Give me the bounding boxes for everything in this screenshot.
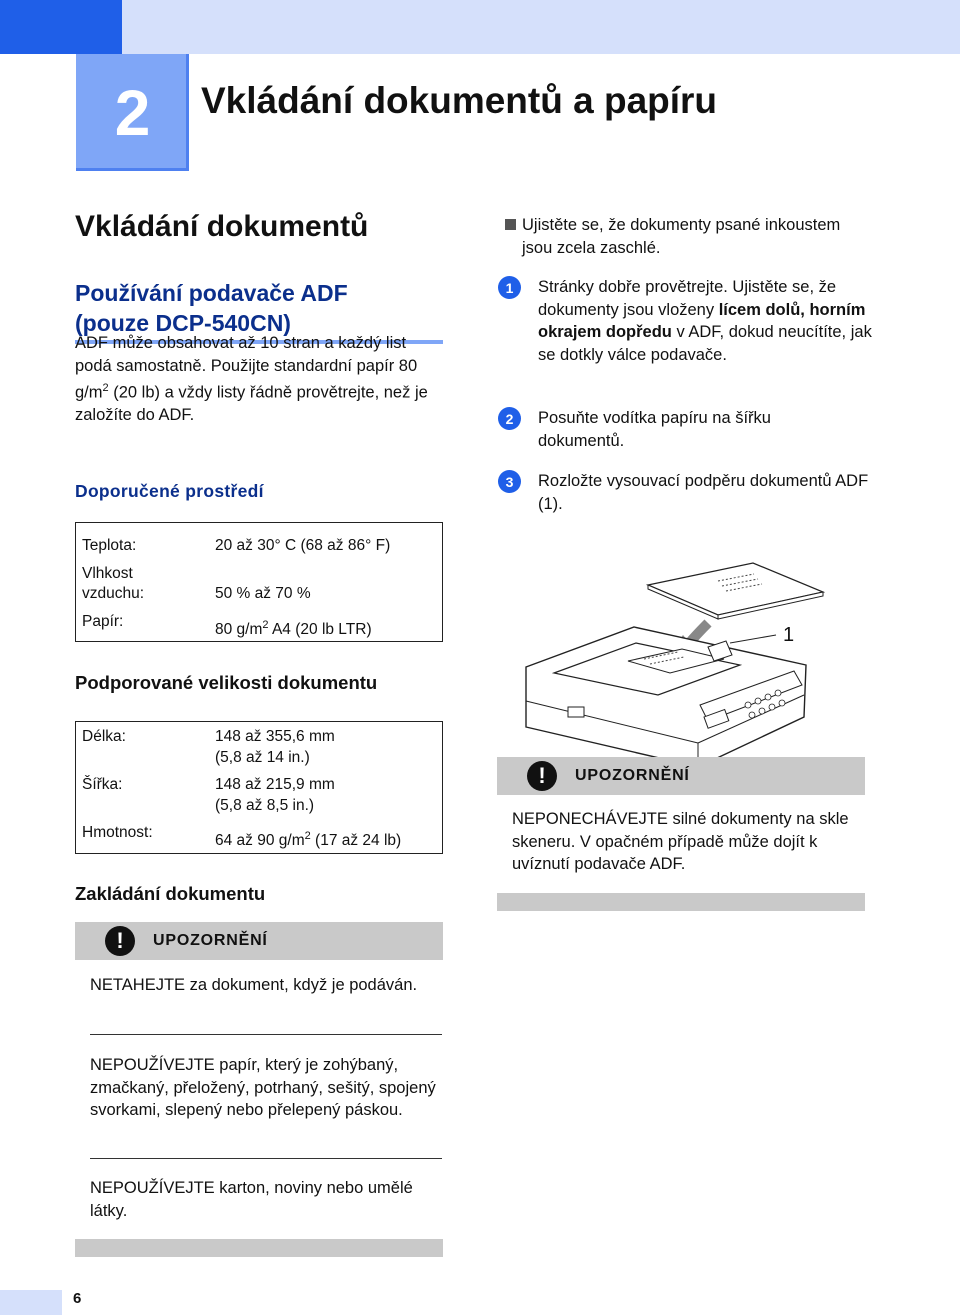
paper-label: Papír: <box>82 613 124 630</box>
adf-heading-line2: (pouze DCP-540CN) <box>75 310 291 336</box>
step-1-text-end: v ADF, dokud neucítíte, jak se dotkly válce podavače. <box>538 323 872 364</box>
step-1-emphasis: lícem dolů, horním okrajem dopředu <box>538 300 866 341</box>
caution-footer-bar <box>75 1239 443 1257</box>
superscript: 2 <box>262 619 269 631</box>
humidity-label-1: Vlhkost <box>82 565 133 582</box>
caution-header <box>497 757 865 795</box>
page-number-bar <box>0 1290 62 1315</box>
bullet-square <box>505 219 516 230</box>
weight-label: Hmotnost: <box>82 824 153 841</box>
sizes-table <box>75 721 443 854</box>
bullet-text: Ujistěte se, že dokumenty psané inkoustem jsou zcela zaschlé. <box>522 216 841 257</box>
callout-label: 1 <box>783 624 795 646</box>
length-value-2: (5,8 až 14 in.) <box>215 749 310 766</box>
weight-value-text-end: (17 až 24 lb) <box>310 832 402 850</box>
superscript: 2 <box>102 382 109 394</box>
caution-divider <box>90 1158 442 1159</box>
caution-text: NEPONECHÁVEJTE silné dokumenty na skle skeneru. V opačném případě může dojít k uvíznutí podavače ADF. <box>512 810 849 873</box>
adf-heading-line1: Používání podavače ADF <box>75 280 348 306</box>
step-1-badge: 1 <box>498 276 521 299</box>
step-2-text: Posuňte vodítka papíru na šířku dokumentů. <box>538 409 771 450</box>
adf-paragraph-text-end: (20 lb) a vždy listy řádně provětrejte, než je založíte do ADF. <box>75 383 428 424</box>
caution-item-3: NEPOUŽÍVEJTE karton, noviny nebo umělé látky. <box>90 1179 413 1220</box>
weight-value <box>215 826 401 851</box>
chapter-number: 2 <box>114 76 151 149</box>
width-value-2: (5,8 až 8,5 in.) <box>215 797 315 814</box>
step-1-text-start: Stránky dobře provětrejte. Ujistěte se, že dokumenty jsou vloženy <box>538 278 837 319</box>
adf-illustration <box>518 555 828 770</box>
caution-item-2: NEPOUŽÍVEJTE papír, který je zohýbaný, zmačkaný, přeložený, potrhaný, sešitý, spojený svorkami, slepený nebo přelepený páskou. <box>90 1056 436 1119</box>
section-title: Vkládání dokumentů <box>75 210 369 243</box>
humidity-label-2: vzduchu: <box>82 585 145 602</box>
temp-label: Teplota: <box>82 537 137 554</box>
step-3-badge: 3 <box>498 470 521 493</box>
chapter-title: Vkládání dokumentů a papíru <box>201 80 718 121</box>
caution-footer-bar <box>497 893 865 911</box>
superscript: 2 <box>304 830 311 842</box>
environment-heading: Doporučené prostředí <box>75 481 264 501</box>
caution-label: UPOZORNĚNÍ <box>575 767 690 784</box>
header-band-dark <box>0 0 122 54</box>
step-2-badge: 2 <box>498 407 521 430</box>
paper-value-text: 80 g/m <box>215 621 263 639</box>
paper-value <box>215 615 372 640</box>
paper-value-text-end: A4 (20 lb LTR) <box>268 621 372 639</box>
step-1-text <box>538 276 878 366</box>
adf-heading <box>75 278 443 338</box>
temp-value: 20 až 30° C (68 až 86° F) <box>215 537 391 554</box>
sizes-heading: Podporované velikosti dokumentu <box>75 672 378 693</box>
page-number: 6 <box>73 1290 82 1307</box>
step-3-text: Rozložte vysouvací podpěru dokumentů ADF (1). <box>538 472 869 513</box>
adf-paragraph-text: ADF může obsahovat až 10 stran a každý list podá samostatně. Použijte standardní papír 80 g/m <box>75 334 418 402</box>
caution-label: UPOZORNĚNÍ <box>153 932 268 949</box>
adf-paragraph <box>75 332 445 427</box>
loading-heading: Zakládání dokumentu <box>75 883 266 904</box>
caution-item-1: NETAHEJTE za dokument, když je podáván. <box>90 976 418 994</box>
caution-divider <box>90 1034 442 1035</box>
weight-value-text: 64 až 90 g/m <box>215 832 305 850</box>
warning-icon: ! <box>105 926 135 956</box>
length-value-1: 148 až 355,6 mm <box>215 728 335 745</box>
caution-header <box>75 922 443 960</box>
warning-icon: ! <box>527 761 557 791</box>
humidity-value: 50 % až 70 % <box>215 585 311 602</box>
width-value-1: 148 až 215,9 mm <box>215 776 335 793</box>
length-label: Délka: <box>82 728 126 745</box>
environment-table <box>75 522 443 642</box>
header-band-light <box>122 0 960 54</box>
width-label: Šířka: <box>82 776 123 793</box>
